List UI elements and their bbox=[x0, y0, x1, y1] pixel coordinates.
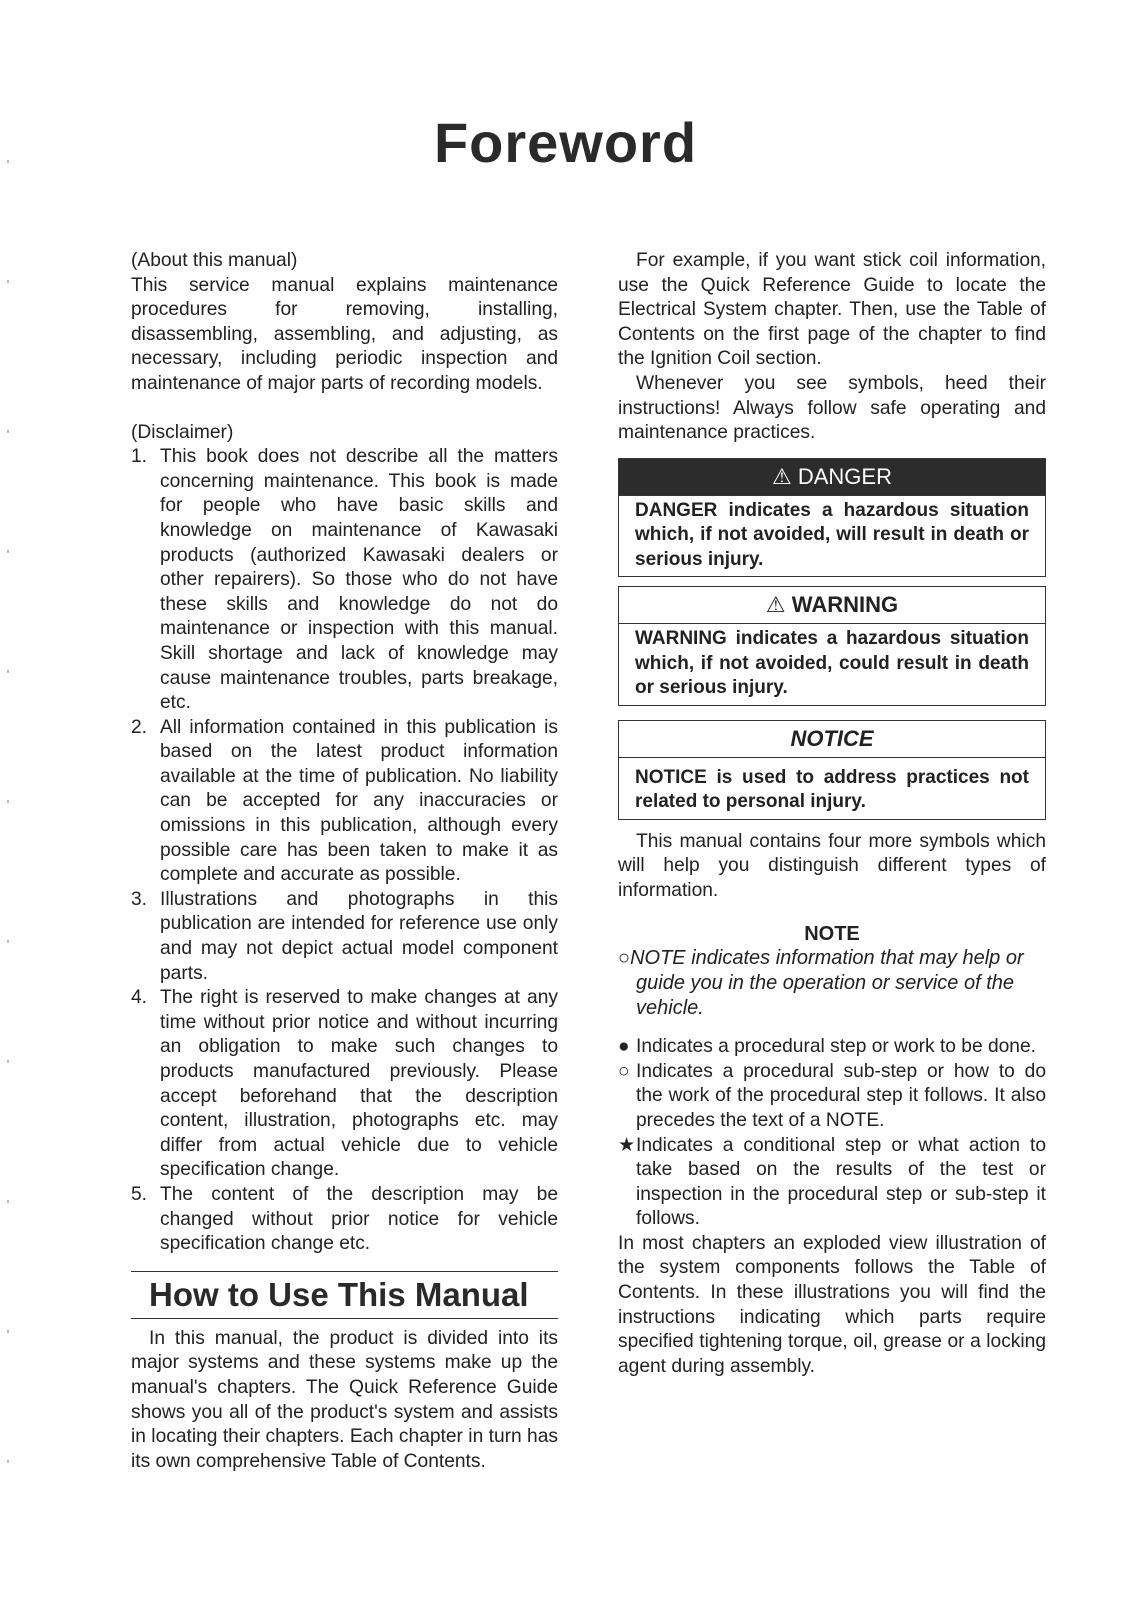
item-text: This book does not describe all the matters concerning maintenance. This book is made for people who have basic skills and knowledge on maintenance of Kawasaki products (authorized Kawasaki dealers or other repairers). So those who do not have these skills and knowledge do not do maintenance or inspection with this manual. Skill shortage and lack of knowledge may cause maintenance troubles, parts breakage, etc. bbox=[160, 446, 558, 714]
note-heading: NOTE bbox=[804, 922, 860, 945]
item-number: 2. bbox=[131, 716, 148, 738]
warning-triangle-icon: ⚠ bbox=[765, 592, 786, 618]
warning-label: WARNING bbox=[791, 592, 899, 618]
disclaimer-item bbox=[131, 445, 558, 716]
disclaimer-label: (Disclaimer) bbox=[131, 421, 234, 443]
star-icon: ★ bbox=[618, 1134, 636, 1156]
danger-label: DANGER bbox=[797, 463, 892, 489]
item-number: 4. bbox=[131, 987, 148, 1009]
left-column bbox=[131, 249, 558, 1474]
disclaimer-item bbox=[131, 1183, 558, 1257]
warning-triangle-icon: ⚠ bbox=[772, 463, 792, 489]
item-number: 5. bbox=[131, 1183, 148, 1205]
bullet-icon: ● bbox=[618, 1036, 630, 1058]
note-text bbox=[618, 946, 1046, 1021]
item-number: 3. bbox=[131, 888, 148, 910]
symbol-text: Indicates a procedural step or work to be done. bbox=[636, 1036, 1036, 1058]
warning-box bbox=[618, 586, 1046, 706]
note-body: NOTE indicates information that may help or guide you in the operation or service of the vehicle. bbox=[630, 947, 1024, 1020]
notice-header: NOTICE bbox=[619, 721, 1045, 758]
danger-body: DANGER indicates a hazardous situation which, if not avoided, will result in death or serious injury. bbox=[635, 499, 1029, 570]
item-text: All information contained in this publication is based on the latest product information available at the time of publication. No liability can be accepted for any inaccuracies or omissions in this publication, although every possible care has been taken to make it as complete and accurate as possible. bbox=[160, 716, 558, 886]
warning-header bbox=[619, 587, 1045, 624]
example-text: For example, if you want stick coil information, use the Quick Reference Guide to locate the Electrical System chapter. Then, use the Table of Contents on the first page of the chapter to find the Ignition Coil section. bbox=[618, 250, 1046, 370]
item-text: The right is reserved to make changes at any time without prior notice and without incurring an obligation to make such changes to products manufactured previously. Please accept beforehand that the description content, illustration, photographs etc. may differ from actual vehicle due to vehicle specification change. bbox=[160, 987, 558, 1181]
open-circle-icon: ○ bbox=[618, 1060, 630, 1082]
page-title: Foreword bbox=[433, 111, 698, 174]
danger-box bbox=[618, 458, 1046, 578]
symbol-item bbox=[618, 1035, 1046, 1060]
open-circle-icon: ○ bbox=[618, 947, 631, 970]
right-column bbox=[618, 249, 1046, 1379]
howto-heading: How to Use This Manual bbox=[131, 1271, 558, 1319]
about-text: This service manual explains maintenance procedures for removing, installing, disassembling, assembling, and adjusting, as necessary, including periodic inspection and maintenance of major parts of recording models. bbox=[131, 274, 558, 394]
item-text: The content of the description may be changed without prior notice for vehicle specification change etc. bbox=[160, 1183, 558, 1255]
warning-body: WARNING indicates a hazardous situation which, if not avoided, could result in death or serious injury. bbox=[635, 628, 1029, 699]
disclaimer-list bbox=[131, 445, 558, 1257]
notice-box bbox=[618, 720, 1046, 820]
about-label: (About this manual) bbox=[131, 250, 298, 271]
disclaimer-item bbox=[131, 888, 558, 986]
item-text: Illustrations and photographs in this publication are intended for reference use only and may not depict actual model component parts. bbox=[160, 888, 558, 984]
scan-margin-marks bbox=[7, 140, 11, 1540]
danger-header bbox=[619, 459, 1045, 496]
item-number: 1. bbox=[131, 446, 148, 468]
disclaimer-item bbox=[131, 716, 558, 888]
symbol-text: Indicates a conditional step or what action to take based on the results of the test or inspection in the procedural step or sub-step it follows. bbox=[636, 1134, 1046, 1230]
howto-text: In this manual, the product is divided into its major systems and these systems make up the manual's chapters. The Quick Reference Guide shows you all of the product's system and assists in locating their chapters. Each chapter in turn has its own comprehensive Table of Contents. bbox=[131, 1327, 558, 1472]
symbol-item bbox=[618, 1134, 1046, 1232]
symbol-item bbox=[618, 1060, 1046, 1134]
exploded-view-text: In most chapters an exploded view illustration of the system components follows the Table of Contents. In these illustrations you will find the instructions indicating which parts require specified tightening torque, oil, grease or a locking agent during assembly. bbox=[618, 1232, 1046, 1377]
disclaimer-item bbox=[131, 986, 558, 1183]
symbol-text: Indicates a procedural sub-step or how to do the work of the procedural step it follows. It also precedes the text of a NOTE. bbox=[636, 1060, 1046, 1131]
notice-body: NOTICE is used to address practices not related to personal injury. bbox=[635, 766, 1029, 813]
four-symbols-text: This manual contains four more symbols which will help you distinguish different types of information. bbox=[618, 830, 1046, 901]
whenever-text: Whenever you see symbols, heed their instructions! Always follow safe operating and maintenance practices. bbox=[618, 372, 1046, 444]
